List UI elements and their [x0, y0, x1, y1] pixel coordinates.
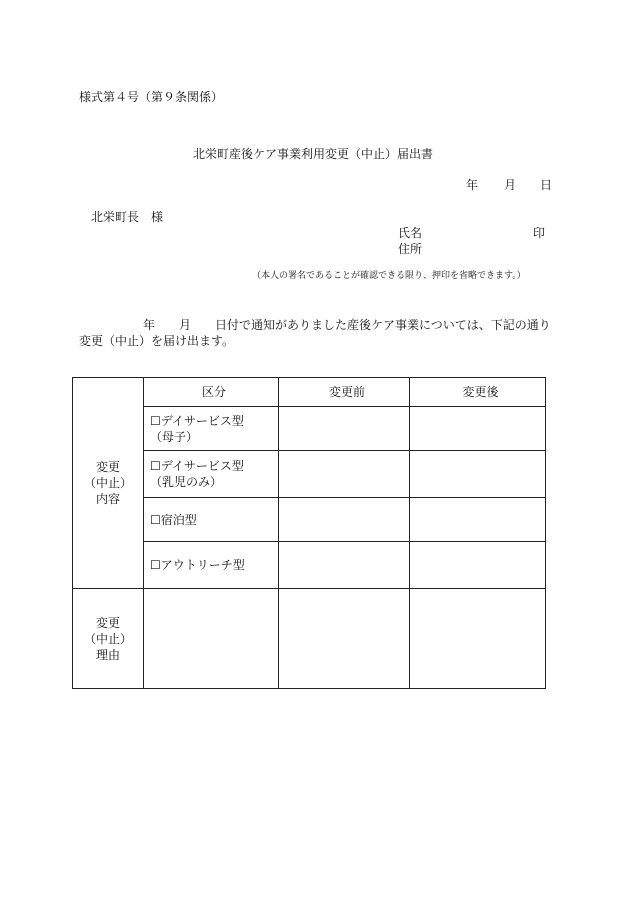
service-type-cell: [144, 451, 279, 498]
before-change-field[interactable]: [279, 542, 410, 589]
service-type-name: ☐宿泊型: [150, 512, 197, 527]
before-change-field[interactable]: [279, 498, 410, 542]
date-line: [466, 176, 552, 193]
body-text-line2: 変更（中止）を届け出ます。: [79, 334, 235, 348]
change-reason-label-line1: 変更: [95, 615, 120, 630]
service-type-cell: [144, 542, 279, 589]
date-year-label: 年: [466, 178, 479, 192]
document-title: 北栄町産後ケア事業利用変更（中止）届出書: [193, 147, 434, 161]
date-day-label: 日: [540, 178, 553, 192]
table-row: [73, 407, 546, 451]
change-content-label-line1: 変更: [95, 460, 120, 474]
header-category: 区分: [144, 378, 279, 407]
table-header-row: [73, 378, 546, 407]
after-change-field[interactable]: [410, 542, 546, 589]
signature-address-label: 住所: [398, 242, 423, 256]
reason-field[interactable]: [144, 589, 279, 689]
date-month-label: 月: [504, 178, 517, 192]
after-change-field[interactable]: [410, 407, 546, 451]
service-type-name: ☐デイサービス型: [150, 459, 244, 473]
header-before-change: 変更前: [279, 378, 410, 407]
change-content-label-line2: （中止）: [83, 476, 132, 490]
form-number: 様式第４号（第９条関係）: [79, 90, 224, 104]
reason-field[interactable]: [410, 589, 546, 689]
reason-field[interactable]: [279, 589, 410, 689]
header-after-change: 変更後: [410, 378, 546, 407]
signature-name-label: 氏名: [398, 226, 423, 240]
change-content-label-line3: 内容: [95, 492, 120, 506]
service-type-name: ☐アウトリーチ型: [150, 558, 245, 572]
change-reason-label-line2: （中止）: [83, 631, 132, 646]
change-reason-label-line3: 理由: [95, 647, 120, 662]
after-change-field[interactable]: [410, 498, 546, 542]
addressee: 北栄町長 様: [91, 210, 164, 224]
table-row: [73, 451, 546, 498]
seal-omission-note: （本人の署名であることが確認できる限り、押印を省略できます。）: [252, 271, 526, 281]
service-type-detail: （母子）: [150, 429, 199, 444]
reason-row: [73, 589, 546, 689]
change-reason-label-cell: [73, 589, 144, 689]
service-type-cell: [144, 407, 279, 451]
after-change-field[interactable]: [410, 451, 546, 498]
table-row: [73, 498, 546, 542]
before-change-field[interactable]: [279, 451, 410, 498]
before-change-field[interactable]: [279, 407, 410, 451]
seal-label: 印: [533, 226, 546, 240]
change-details-table: [72, 377, 546, 689]
service-type-name: ☐デイサービス型: [150, 413, 244, 428]
body-text-line1: 年 月 日付で通知がありました産後ケア事業については、下記の通り: [143, 318, 551, 332]
table-row: [73, 542, 546, 589]
change-content-label-cell: [73, 378, 144, 589]
service-type-cell: [144, 498, 279, 542]
service-type-detail: （乳児のみ）: [150, 475, 223, 489]
